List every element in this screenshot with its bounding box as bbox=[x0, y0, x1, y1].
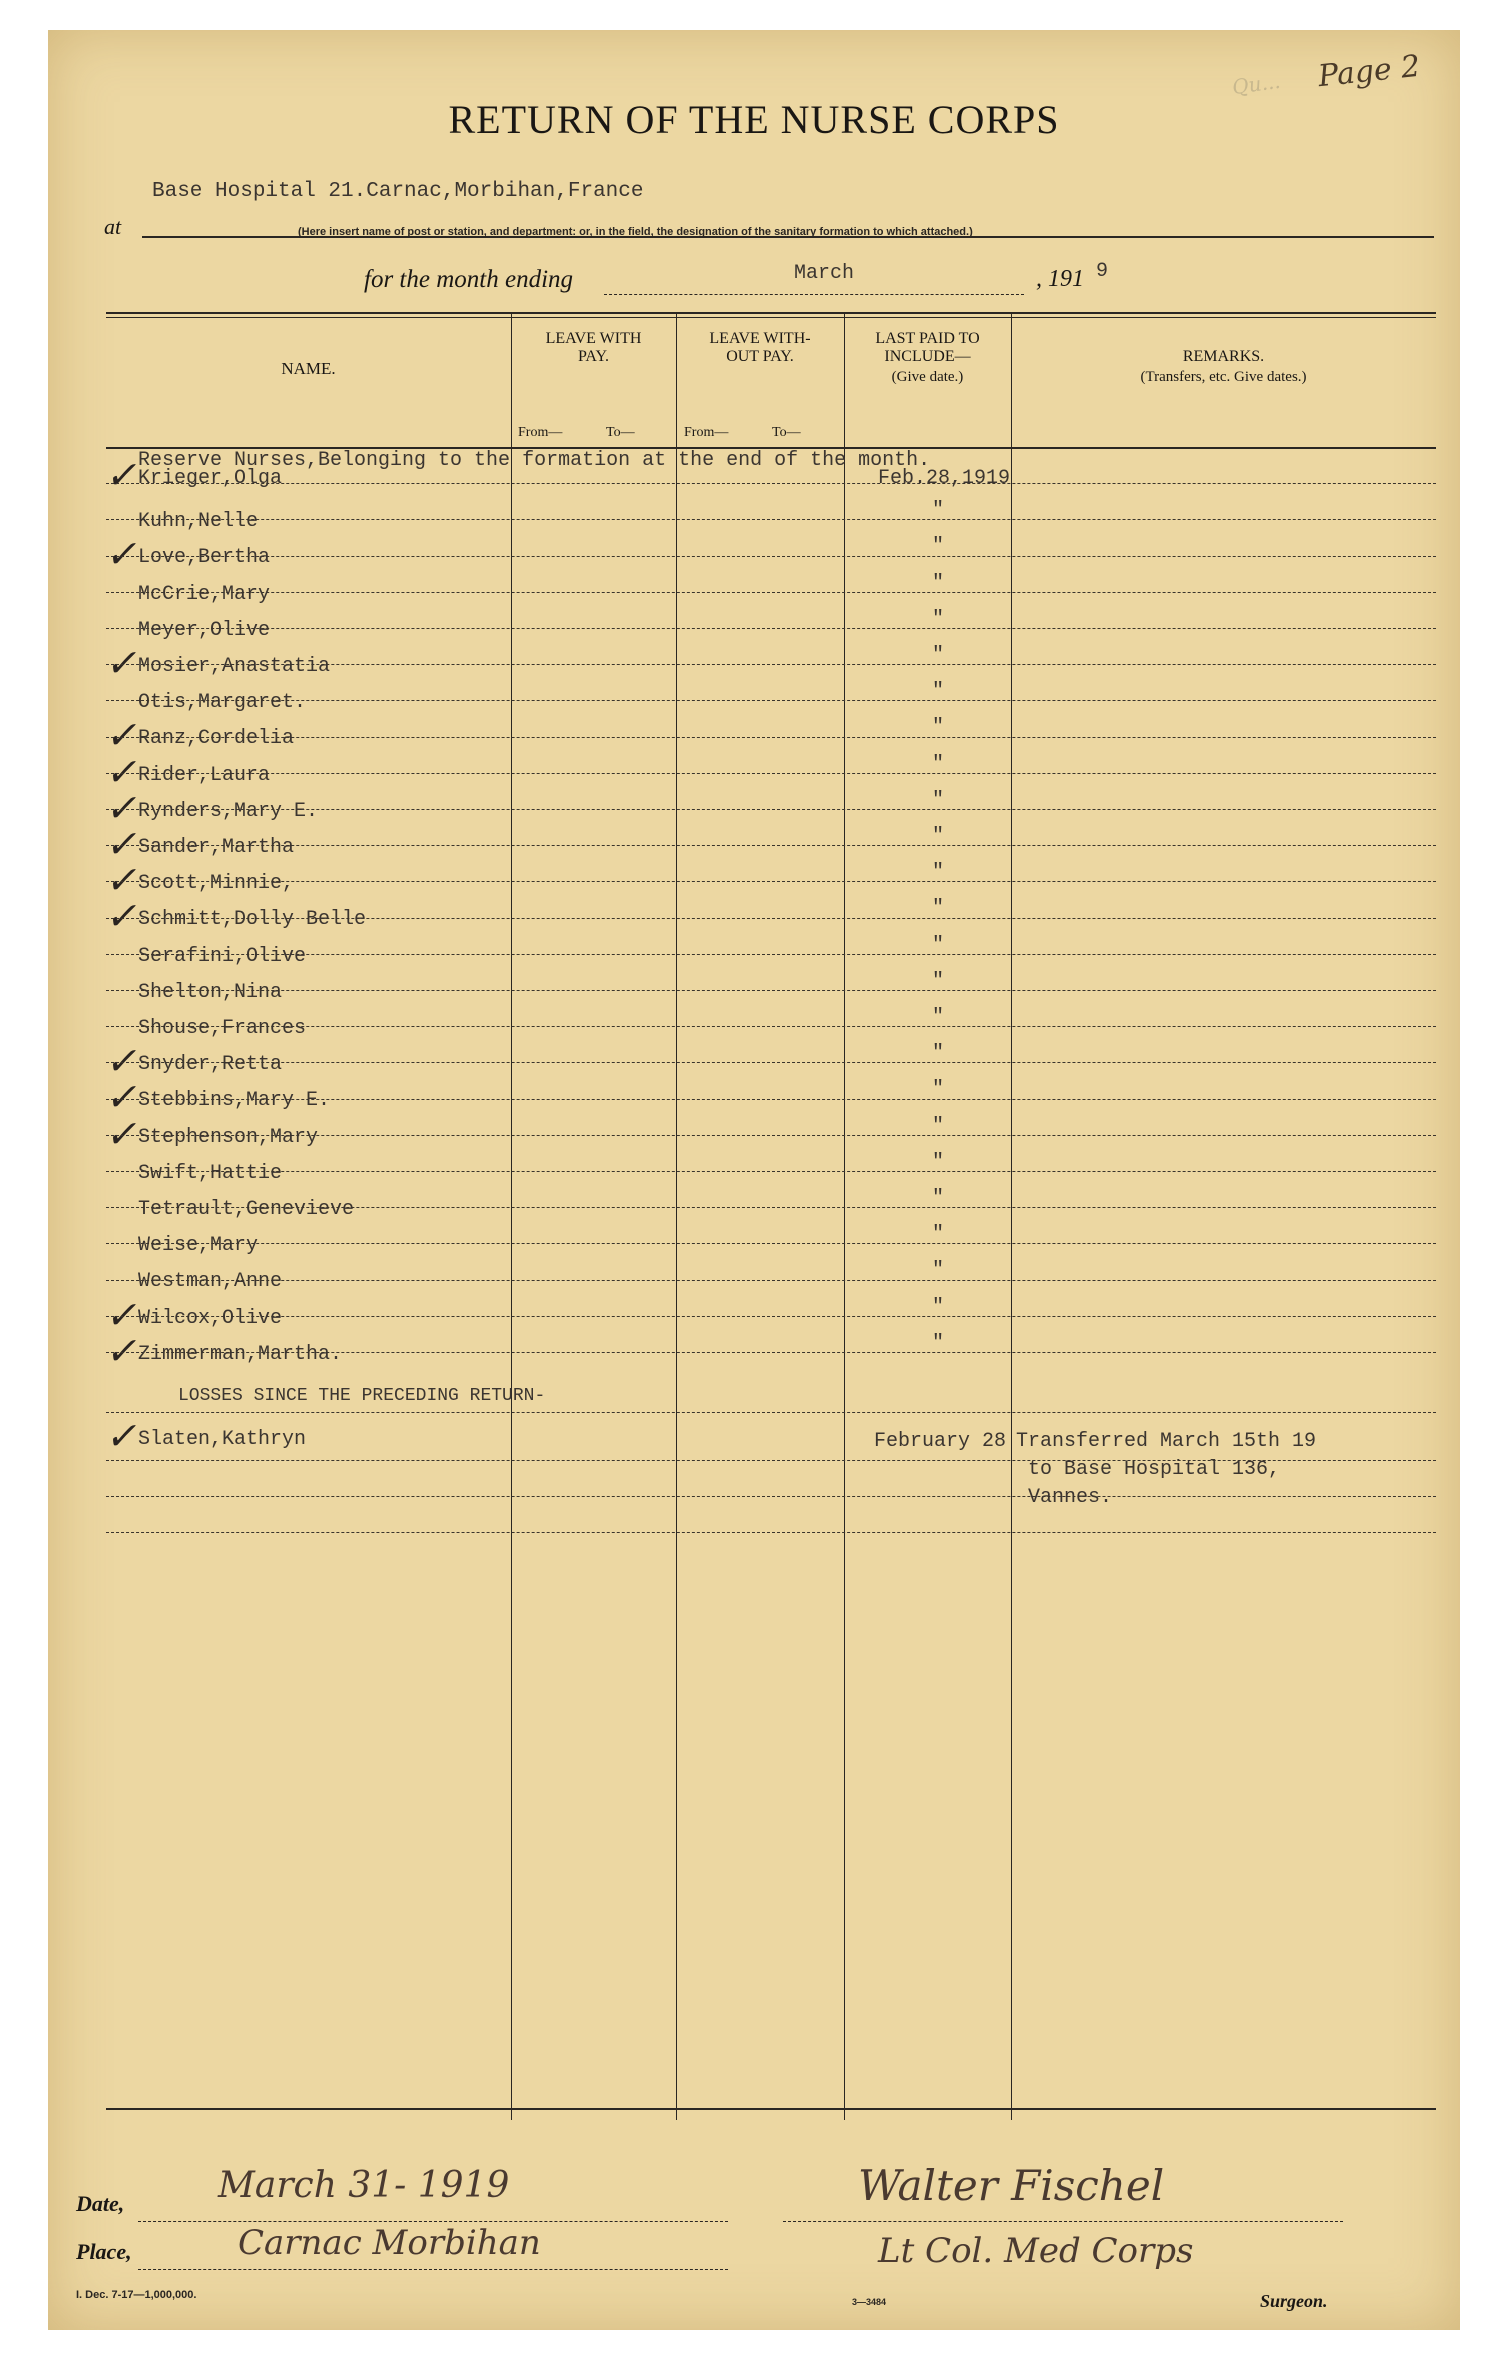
document-paper bbox=[48, 30, 1460, 2330]
row-rule bbox=[106, 1460, 1436, 1461]
row-rule bbox=[106, 1207, 1436, 1208]
last-paid-value: " bbox=[932, 861, 945, 885]
row-rule bbox=[106, 990, 1436, 991]
row-rule bbox=[106, 1135, 1436, 1136]
row-rule bbox=[106, 556, 1436, 557]
nurse-name: Sander,Martha bbox=[138, 836, 295, 859]
year-suffix: 9 bbox=[1096, 260, 1109, 283]
check-mark: ✓ bbox=[103, 1039, 145, 1084]
loss-last-paid: February 28 bbox=[874, 1430, 1007, 1453]
nurse-name: Westman,Anne bbox=[138, 1270, 283, 1294]
row-rule bbox=[106, 1532, 1436, 1533]
row-rule bbox=[106, 1171, 1436, 1172]
nurse-name: Shouse,Frances bbox=[138, 1017, 307, 1040]
row-rule bbox=[106, 1496, 1436, 1497]
nurse-name: Scott,Minnie, bbox=[138, 872, 295, 896]
row-rule bbox=[106, 1352, 1436, 1353]
loss-remark-line: to Base Hospital 136, bbox=[1028, 1458, 1281, 1481]
header-from: From— bbox=[518, 425, 563, 440]
row-rule bbox=[106, 1316, 1436, 1317]
signature-rule bbox=[783, 2221, 1343, 2222]
losses-heading: LOSSES SINCE THE PRECEDING RETURN- bbox=[178, 1386, 546, 1406]
row-rule bbox=[106, 628, 1436, 629]
date-label: Date, bbox=[76, 2191, 125, 2216]
nurse-name: Meyer,Olive bbox=[138, 618, 271, 642]
month-rule bbox=[604, 294, 1024, 295]
month-line bbox=[364, 260, 1114, 316]
title-handwriting: Lt Col. Med Corps bbox=[878, 2231, 1194, 2271]
last-paid-value: Feb.28,1919 bbox=[878, 467, 1011, 490]
last-paid-value: " bbox=[932, 897, 945, 921]
column-divider bbox=[511, 312, 512, 2120]
form-print-number: I. Dec. 7-17—1,000,000. bbox=[76, 2289, 197, 2301]
header-to: To— bbox=[606, 425, 635, 440]
check-mark: ✓ bbox=[103, 453, 145, 497]
row-rule bbox=[106, 1412, 1436, 1413]
nurse-name: Serafini,Olive bbox=[138, 944, 307, 968]
last-paid-value: " bbox=[932, 1006, 945, 1029]
last-paid-value: " bbox=[932, 1223, 945, 1247]
row-rule bbox=[106, 1026, 1436, 1027]
nurse-name: Wilcox,Olive bbox=[138, 1306, 283, 1330]
last-paid-value: " bbox=[932, 969, 945, 993]
check-mark: ✓ bbox=[103, 785, 145, 830]
check-mark: ✓ bbox=[103, 532, 145, 577]
column-divider bbox=[1011, 312, 1012, 2120]
nurse-name: Swift,Hattie bbox=[138, 1161, 283, 1185]
header-to: To— bbox=[772, 425, 801, 440]
intro-line: Reserve Nurses,Belonging to the formation at the end of the month. bbox=[138, 449, 931, 472]
check-mark: ✓ bbox=[103, 713, 145, 758]
loss-name: Slaten,Kathryn bbox=[138, 1428, 307, 1451]
month-label: for the month ending bbox=[364, 266, 574, 293]
loss-remark-line: Vannes. bbox=[1028, 1486, 1113, 1509]
nurse-name: Snyder,Retta bbox=[138, 1053, 283, 1077]
table-top-rule-inner bbox=[106, 317, 1436, 318]
row-rule bbox=[106, 1280, 1436, 1281]
last-paid-value: " bbox=[932, 825, 945, 848]
row-rule bbox=[106, 881, 1436, 882]
check-mark: ✓ bbox=[103, 1111, 145, 1156]
check-mark: ✓ bbox=[103, 1328, 145, 1373]
check-mark: ✓ bbox=[103, 1075, 145, 1120]
row-rule bbox=[106, 773, 1436, 774]
check-mark: ✓ bbox=[103, 894, 145, 939]
header-leave-with-pay: LEAVE WITH PAY. bbox=[545, 330, 642, 365]
last-paid-value: " bbox=[932, 716, 945, 740]
last-paid-value: " bbox=[932, 1295, 945, 1319]
nurse-name: McCrie,Mary bbox=[138, 582, 271, 606]
page-number-note: Page 2 bbox=[1316, 48, 1422, 95]
last-paid-value: " bbox=[932, 571, 945, 595]
row-rule bbox=[106, 954, 1436, 955]
date-rule bbox=[138, 2221, 728, 2222]
header-remarks: REMARKS. bbox=[1182, 348, 1265, 365]
station-instruction: (Here insert name of post or station, and department: or, in the field, the designation of the sanitary formation to which attached.) bbox=[298, 226, 973, 238]
check-mark: ✓ bbox=[103, 749, 145, 794]
header-remarks-note: (Transfers, etc. Give dates.) bbox=[1140, 369, 1307, 385]
last-paid-value: " bbox=[932, 1150, 945, 1174]
nurse-name: Otis,Margaret. bbox=[138, 691, 307, 715]
last-paid-value: " bbox=[932, 788, 945, 812]
last-paid-value: " bbox=[932, 535, 945, 559]
nurse-name: Schmitt,Dolly Belle bbox=[138, 908, 367, 932]
row-rule bbox=[106, 483, 1436, 484]
signature-area bbox=[48, 2125, 1460, 2311]
last-paid-value: " bbox=[932, 1042, 945, 1066]
nurse-name: Krieger,Olga bbox=[138, 467, 283, 490]
roster-table bbox=[103, 312, 1436, 2120]
row-rule bbox=[106, 700, 1436, 701]
last-paid-value: " bbox=[932, 607, 945, 631]
nurse-name: Stephenson,Mary bbox=[138, 1125, 319, 1149]
place-handwriting: Carnac Morbihan bbox=[238, 2223, 541, 2263]
date-handwriting: March 31- 1919 bbox=[218, 2165, 510, 2206]
last-paid-value: " bbox=[932, 680, 945, 704]
last-paid-value: " bbox=[932, 644, 945, 667]
last-paid-value: " bbox=[932, 1114, 945, 1138]
row-rule bbox=[106, 1099, 1436, 1100]
nurse-name: Rynders,Mary E. bbox=[138, 799, 319, 823]
header-last-paid: LAST PAID TO INCLUDE— bbox=[875, 330, 980, 365]
nurse-name: Weise,Mary bbox=[138, 1234, 259, 1258]
loss-remark-line: Transferred March 15th 19 bbox=[1016, 1430, 1317, 1453]
last-paid-value: " bbox=[932, 499, 945, 523]
row-rule bbox=[106, 592, 1436, 593]
header-from: From— bbox=[684, 425, 729, 440]
table-bottom-rule bbox=[106, 2108, 1436, 2110]
nurse-name: Shelton,Nina bbox=[138, 980, 283, 1004]
place-rule bbox=[138, 2269, 728, 2270]
row-rule bbox=[106, 1062, 1436, 1063]
signature-handwriting: Walter Fischel bbox=[858, 2161, 1165, 2210]
at-label: at bbox=[104, 214, 122, 239]
last-paid-value: " bbox=[932, 1187, 945, 1210]
row-rule bbox=[106, 1243, 1436, 1244]
nurse-name: Tetrault,Genevieve bbox=[138, 1198, 355, 1221]
year-prefix: , 191 bbox=[1036, 266, 1084, 292]
surgeon-label: Surgeon. bbox=[1260, 2291, 1328, 2311]
last-paid-value: " bbox=[932, 752, 945, 776]
check-mark: ✓ bbox=[103, 641, 145, 685]
nurse-name: Kuhn,Nelle bbox=[138, 510, 259, 534]
last-paid-value: " bbox=[932, 1331, 945, 1355]
station-value: Base Hospital 21.Carnac,Morbihan,France bbox=[152, 180, 644, 203]
row-rule bbox=[106, 664, 1436, 665]
header-leave-without-pay: LEAVE WITH-OUT PAY. bbox=[709, 330, 811, 365]
header-last-paid-note: (Give date.) bbox=[891, 369, 964, 385]
form-code: 3—3484 bbox=[852, 2297, 887, 2307]
check-mark: ✓ bbox=[103, 1414, 145, 1458]
check-mark: ✓ bbox=[103, 822, 145, 866]
last-paid-value: " bbox=[932, 1078, 945, 1102]
last-paid-value: " bbox=[932, 1259, 945, 1283]
check-mark: ✓ bbox=[103, 1292, 145, 1337]
row-rule bbox=[106, 918, 1436, 919]
check-mark: ✓ bbox=[103, 858, 145, 903]
nurse-name: Zimmerman,Martha. bbox=[138, 1342, 343, 1366]
nurse-name: Stebbins,Mary E. bbox=[138, 1089, 331, 1113]
nurse-name: Mosier,Anastatia bbox=[138, 655, 331, 678]
row-rule bbox=[106, 519, 1436, 520]
faint-pencil-mark: Qu... bbox=[1230, 68, 1282, 100]
column-divider bbox=[676, 312, 677, 2120]
row-rule bbox=[106, 737, 1436, 738]
nurse-name: Ranz,Cordelia bbox=[138, 727, 295, 751]
nurse-name: Love,Bertha bbox=[138, 546, 271, 570]
header-name: NAME. bbox=[281, 359, 336, 378]
nurse-name: Rider,Laura bbox=[138, 763, 271, 787]
table-top-rule bbox=[106, 312, 1436, 314]
last-paid-value: " bbox=[932, 933, 945, 957]
column-divider bbox=[844, 312, 845, 2120]
place-label: Place, bbox=[76, 2239, 132, 2264]
month-value: March bbox=[794, 262, 855, 285]
row-rule bbox=[106, 845, 1436, 846]
form-title: RETURN OF THE NURSE CORPS bbox=[448, 97, 1060, 142]
row-rule bbox=[106, 809, 1436, 810]
